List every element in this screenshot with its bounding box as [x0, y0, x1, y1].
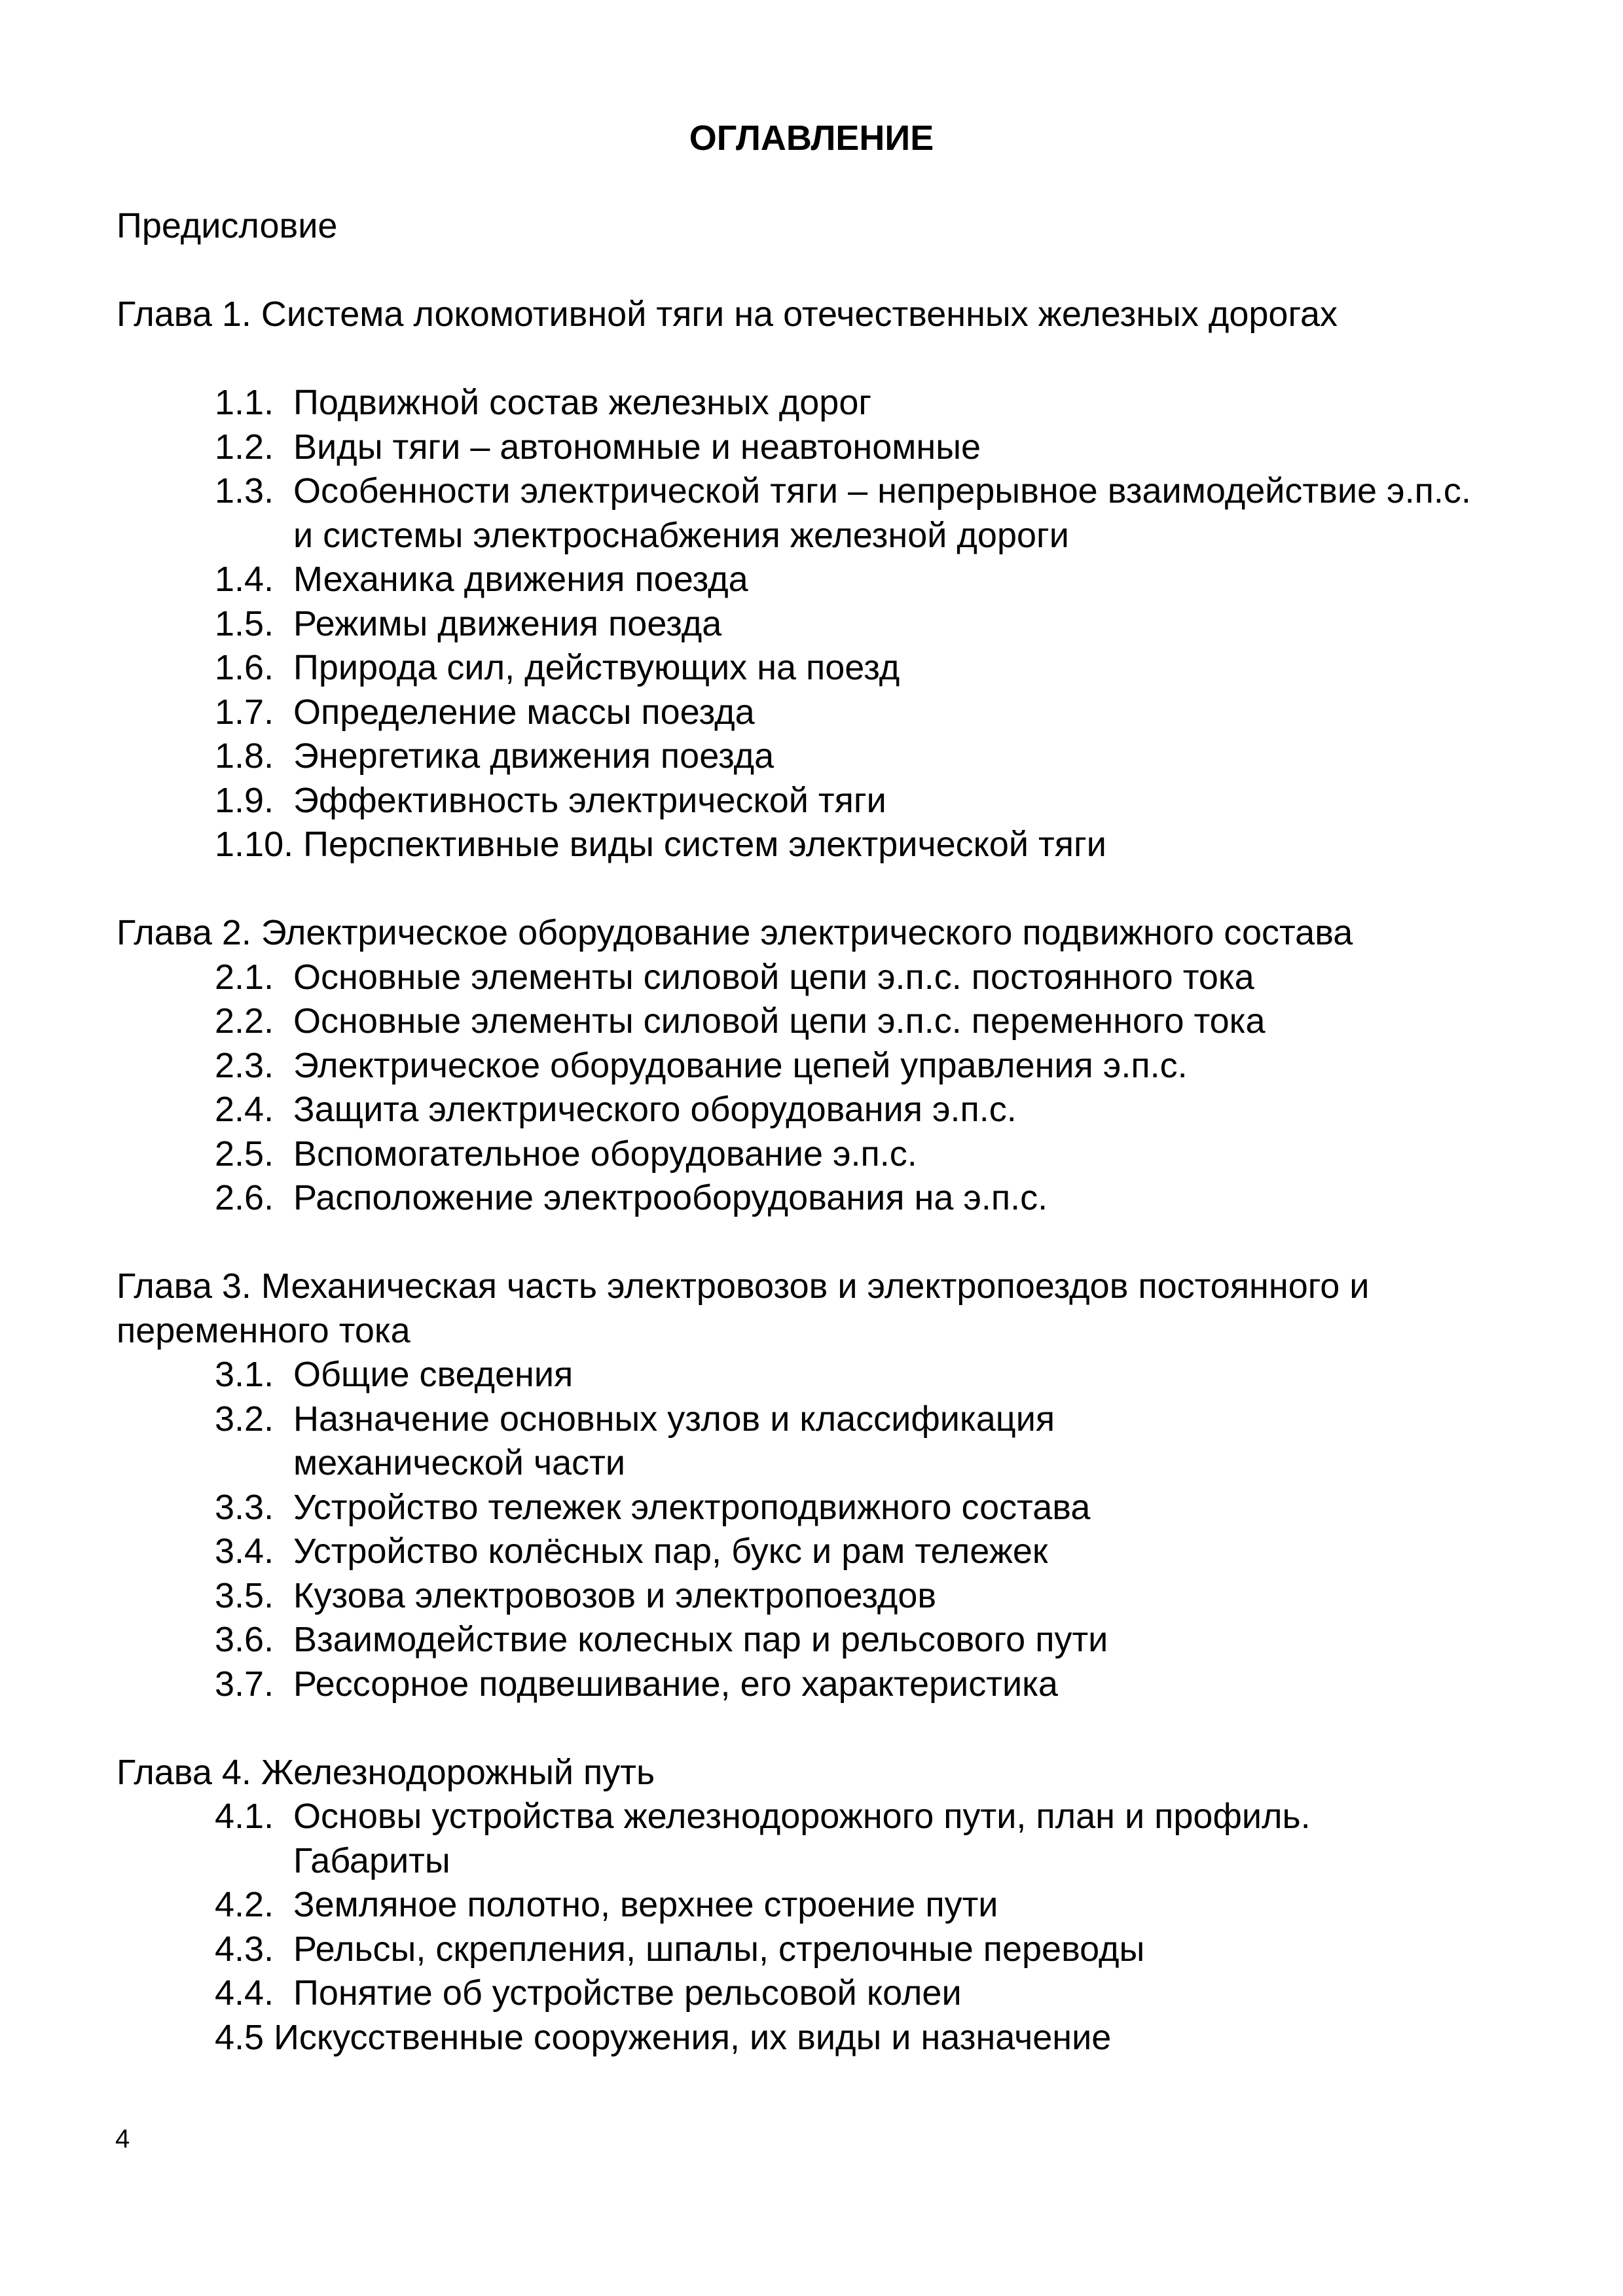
section-number: 1.5.	[215, 603, 274, 643]
section-title: Особенности электрической тяги – непрерывное взаимодействие э.п.с. и системы электроснабжения железной дороги	[293, 471, 1471, 555]
section-title: Земляное полотно, верхнее строение пути	[293, 1885, 998, 1924]
section-title: Вспомогательное оборудование э.п.с.	[293, 1134, 917, 1174]
section-number: 2.3.	[215, 1045, 274, 1085]
toc-section	[117, 1044, 1472, 1088]
toc-section	[117, 999, 1472, 1044]
section-number: 1.8.	[215, 736, 274, 776]
toc-section	[117, 646, 1472, 691]
section-number: 3.4.	[215, 1532, 274, 1571]
toc-section	[117, 734, 1472, 779]
section-title: Механика движения поезда	[293, 560, 748, 599]
section-number: 3.5.	[215, 1575, 274, 1615]
toc-section	[117, 1088, 1472, 1132]
toc-section	[117, 1397, 1472, 1486]
section-title: Защита электрического оборудования э.п.с.	[293, 1090, 1017, 1129]
section-number: 1.1.	[215, 383, 274, 422]
chapter-title: Глава 2. Электрическое оборудование электрического подвижного состава	[117, 913, 1353, 952]
section-number: 1.3.	[215, 471, 274, 511]
section-number: 3.1.	[215, 1355, 274, 1394]
toc-section	[117, 956, 1472, 1000]
toc-chapter-1	[117, 293, 1472, 867]
section-number: 3.7.	[215, 1664, 274, 1704]
section-title: Назначение основных узлов и классификация механической части	[293, 1399, 1055, 1482]
section-title: Основные элементы силовой цепи э.п.с. переменного тока	[293, 1001, 1266, 1041]
section-number: 2.1.	[215, 957, 274, 997]
section-title: Энергетика движения поезда	[293, 736, 775, 776]
page-title: ОГЛАВЛЕНИЕ	[689, 118, 934, 158]
toc-section	[117, 779, 1472, 823]
chapter-title: Глава 1. Система локомотивной тяги на отечественных железных дорогах	[117, 295, 1338, 334]
toc-section	[117, 469, 1472, 558]
section-title: Основные элементы силовой цепи э.п.с. постоянного тока	[293, 957, 1254, 997]
toc-section	[117, 425, 1472, 470]
section-number: 1.4.	[215, 560, 274, 599]
table-of-contents	[117, 204, 1472, 2104]
toc-preface: Предисловие	[117, 206, 338, 245]
section-title: Основы устройства железнодорожного пути, план и профиль. Габариты	[293, 1797, 1311, 1880]
toc-section	[117, 1662, 1472, 1707]
section-title: Виды тяги – автономные и неавтономные	[293, 427, 981, 467]
section-title: Расположение электрооборудования на э.п.с.	[293, 1178, 1048, 1217]
section-number: 2.6.	[215, 1178, 274, 1217]
section-number: 1.9.	[215, 780, 274, 820]
toc-section	[117, 823, 1472, 867]
toc-section	[117, 1486, 1472, 1530]
toc-section	[117, 1574, 1472, 1619]
section-number: 4.2.	[215, 1885, 274, 1924]
toc-section	[117, 558, 1472, 602]
section-title: Эффективность электрической тяги	[293, 780, 886, 820]
section-number: 4.5	[215, 2017, 264, 2057]
toc-chapter-2	[117, 911, 1472, 1221]
toc-section	[117, 381, 1472, 425]
section-title: Рельсы, скрепления, шпалы, стрелочные переводы	[293, 1929, 1145, 1969]
toc-section	[117, 1883, 1472, 1928]
section-number: 1.2.	[215, 427, 274, 467]
toc-chapter-4	[117, 1751, 1472, 2060]
section-number: 4.4.	[215, 1973, 274, 2013]
chapter-title: Глава 3. Механическая часть электровозов и электропоездов постоянного и переменного тока	[117, 1266, 1370, 1350]
toc-section	[117, 1132, 1472, 1177]
toc-section	[117, 1795, 1472, 1883]
section-number: 3.2.	[215, 1399, 274, 1439]
toc-section	[117, 691, 1472, 735]
section-title: Искусственные сооружения, их виды и назначение	[274, 2017, 1112, 2057]
toc-section	[117, 1530, 1472, 1574]
section-number: 4.3.	[215, 1929, 274, 1969]
toc-section	[117, 1353, 1472, 1397]
toc-section	[117, 1971, 1472, 2016]
section-title: Природа сил, действующих на поезд	[293, 648, 900, 687]
section-title: Взаимодействие колесных пар и рельсового пути	[293, 1620, 1108, 1659]
section-title: Понятие об устройстве рельсовой колеи	[293, 1973, 962, 2013]
section-number: 3.6.	[215, 1620, 274, 1659]
section-title: Перспективные виды систем электрической тяги	[303, 825, 1106, 864]
section-title: Подвижной состав железных дорог	[293, 383, 872, 422]
section-number: 1.10.	[215, 825, 294, 864]
toc-section	[117, 1928, 1472, 1972]
toc-section	[117, 602, 1472, 647]
section-title: Режимы движения поезда	[293, 603, 722, 643]
chapter-title: Глава 4. Железнодорожный путь	[117, 1752, 655, 1792]
section-number: 4.1.	[215, 1797, 274, 1836]
section-title: Определение массы поезда	[293, 692, 755, 732]
section-number: 3.3.	[215, 1487, 274, 1527]
page-number: 4	[115, 2125, 130, 2153]
section-title: Электрическое оборудование цепей управления э.п.с.	[293, 1045, 1188, 1085]
section-title: Устройство тележек электроподвижного состава	[293, 1487, 1091, 1527]
toc-section	[117, 1176, 1472, 1221]
section-number: 2.2.	[215, 1001, 274, 1041]
section-number: 1.6.	[215, 648, 274, 687]
section-number: 2.5.	[215, 1134, 274, 1174]
section-title: Рессорное подвешивание, его характеристика	[293, 1664, 1058, 1704]
section-title: Кузова электровозов и электропоездов	[293, 1575, 937, 1615]
toc-section	[117, 1618, 1472, 1662]
toc-preface-block	[117, 204, 1472, 249]
toc-section	[117, 2016, 1472, 2060]
toc-chapter-3	[117, 1265, 1472, 1706]
section-number: 1.7.	[215, 692, 274, 732]
section-number: 2.4.	[215, 1090, 274, 1129]
section-title: Устройство колёсных пар, букс и рам тележек	[293, 1532, 1048, 1571]
section-title: Общие сведения	[293, 1355, 574, 1394]
